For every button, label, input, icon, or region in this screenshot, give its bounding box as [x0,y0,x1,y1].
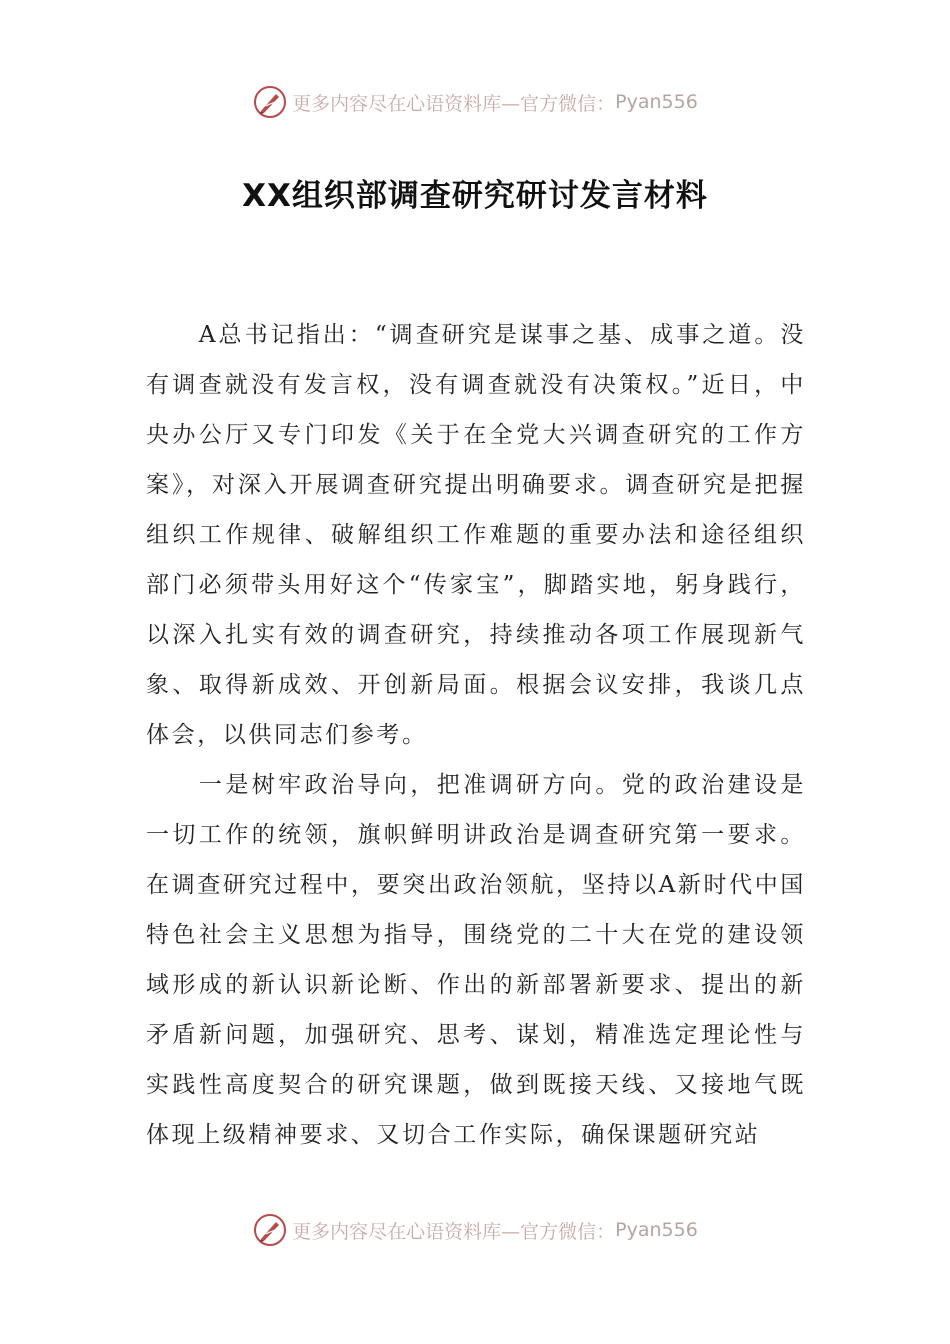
footer-banner [0,1210,950,1250]
pen-circle-icon [252,1212,288,1248]
paragraph-2: 一是树牢政治导向，把准调研方向。党的政治建设是一切工作的统领，旗帜鲜明讲政治是调查研究第一要求。在调查研究过程中，要突出政治领航，坚持以A新时代中国特色社会主义思想为指导，围绕党的二十大在党的建设领域形成的新认识新论断、作出的新部署新要求、提出的新矛盾新问题，加强研究、思考、谋划，精准选定理论性与实践性高度契合的研究课题，做到既接天线、又接地气既体现上级精神要求、又切合工作实际，确保课题研究站 [146,772,806,1148]
banner-text: 更多内容尽在心语资料库—官方微信： [292,92,616,115]
document-title: XX组织部调查研究研讨发言材料 [242,178,708,214]
banner-wechat-id: Pyan556 [615,1219,698,1241]
banner-text: 更多内容尽在心语资料库—官方微信： [292,1220,616,1243]
paragraph-1: A总书记指出：“调查研究是谋事之基、成事之道。没有调查就没有发言权，没有调查就没有决策权。”近日，中央办公厅又专门印发《关于在全党大兴调查研究的工作方案》，对深入开展调查研究提出明确要求。调查研究是把握组织工作规律、破解组织工作难题的重要办法和途径组织部门必须带头用好这个“传家宝”，脚踏实地，躬身践行，以深入扎实有效的调查研究，持续推动各项工作展现新气象、取得新成效、开创新局面。根据会议安排，我谈几点体会，以供同志们参考。 [146,322,806,748]
header-banner [0,82,950,122]
pen-circle-icon [252,84,288,120]
document-body [146,310,806,1160]
banner-wechat-id: Pyan556 [615,91,698,113]
